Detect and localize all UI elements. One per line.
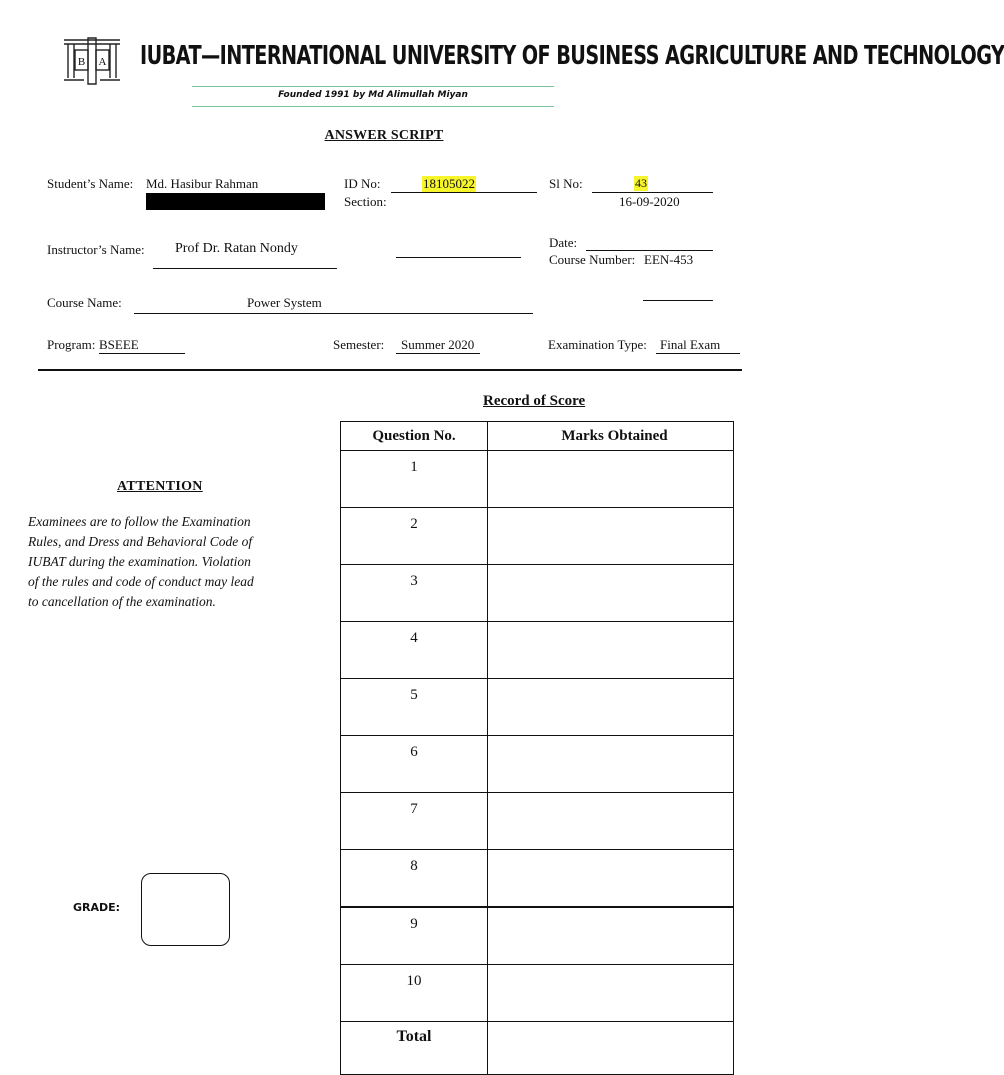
- attention-line: Rules, and Dress and Behavioral Code of: [28, 534, 253, 549]
- program-label: Program:: [47, 337, 96, 352]
- table-row: [341, 793, 734, 850]
- semester-label: Semester:: [333, 337, 385, 352]
- marks-cell[interactable]: [488, 736, 734, 793]
- table-row: [341, 850, 734, 908]
- marks-cell[interactable]: [488, 565, 734, 622]
- total-marks-cell[interactable]: [488, 1022, 734, 1075]
- question-number: 10: [341, 965, 488, 1022]
- course-name-label: Course Name:: [47, 295, 122, 310]
- table-row: [341, 451, 734, 508]
- grade-box: [141, 873, 230, 946]
- id-field: [391, 176, 537, 193]
- marks-cell[interactable]: [488, 451, 734, 508]
- header-divider-top: [192, 86, 554, 87]
- question-number: 8: [341, 850, 488, 908]
- instructor-label: Instructor’s Name:: [47, 242, 145, 257]
- table-row: [341, 965, 734, 1022]
- date-field: [586, 250, 713, 251]
- sl-value: 43: [635, 176, 647, 190]
- student-name-value: Md. Hasibur Rahman: [146, 176, 259, 191]
- question-number: 1: [341, 451, 488, 508]
- semester-field: [396, 337, 480, 354]
- total-label: Total: [341, 1022, 488, 1075]
- id-value: 18105022: [423, 176, 475, 191]
- marks-cell[interactable]: [488, 850, 734, 908]
- score-title: Record of Score: [483, 393, 586, 409]
- attention-line: IUBAT during the examination. Violation: [28, 554, 251, 569]
- question-number: 4: [341, 622, 488, 679]
- score-table: [340, 421, 734, 1075]
- exam-type-field: [656, 337, 740, 354]
- marks-cell[interactable]: [488, 508, 734, 565]
- attention-line: Examinees are to follow the Examination: [28, 514, 251, 529]
- table-row: [341, 508, 734, 565]
- question-number: 3: [341, 565, 488, 622]
- logo-letter-a: A: [98, 56, 107, 68]
- attention-heading: ATTENTION: [117, 479, 203, 494]
- page-title: ANSWER SCRIPT: [324, 128, 444, 143]
- question-column-header: Question No.: [341, 422, 488, 451]
- marks-cell[interactable]: [488, 679, 734, 736]
- question-number: 6: [341, 736, 488, 793]
- student-name-label: Student’s Name:: [47, 176, 134, 191]
- table-header-row: [341, 422, 734, 451]
- university-name: IUBAT—INTERNATIONAL UNIVERSITY OF BUSINESS AGRICULTURE AND TECHNOLOGY: [140, 41, 1004, 71]
- course-name-field: [134, 313, 533, 314]
- date-value: 16-09-2020: [619, 194, 680, 209]
- section-label: Section:: [344, 194, 387, 209]
- instructor-field: [153, 240, 337, 269]
- question-number: 2: [341, 508, 488, 565]
- date-label: Date:: [549, 235, 578, 250]
- marks-column-header: Marks Obtained: [488, 422, 734, 451]
- marks-cell[interactable]: [488, 793, 734, 850]
- table-row: [341, 679, 734, 736]
- table-row: [341, 736, 734, 793]
- exam-type-label: Examination Type:: [548, 337, 647, 352]
- program-field: [99, 337, 185, 354]
- section-divider: [38, 369, 742, 371]
- header-divider-bottom: [192, 106, 554, 107]
- question-number: 7: [341, 793, 488, 850]
- question-number: 9: [341, 907, 488, 965]
- table-row: [341, 622, 734, 679]
- blank-underline-right: [643, 300, 713, 301]
- table-row: [341, 907, 734, 965]
- course-name-value: Power System: [247, 295, 322, 310]
- attention-text: [28, 512, 290, 612]
- redaction-bar: [146, 193, 325, 210]
- marks-cell[interactable]: [488, 907, 734, 965]
- id-label: ID No:: [344, 176, 381, 191]
- course-number-value: EEN-453: [644, 252, 694, 267]
- sl-label: Sl No:: [549, 176, 583, 191]
- marks-cell[interactable]: [488, 622, 734, 679]
- logo-letter-b: B: [77, 56, 86, 68]
- founded-text: Founded 1991 by Md Alimullah Miyan: [278, 90, 468, 100]
- total-row: [341, 1022, 734, 1075]
- attention-line: to cancellation of the examination.: [28, 594, 216, 609]
- exam-type-value: Final Exam: [660, 337, 721, 352]
- program-value: BSEEE: [99, 337, 139, 352]
- marks-cell[interactable]: [488, 965, 734, 1022]
- table-row: [341, 565, 734, 622]
- semester-value: Summer 2020: [401, 337, 475, 352]
- question-number: 5: [341, 679, 488, 736]
- blank-underline: [396, 257, 521, 258]
- instructor-value: Prof Dr. Ratan Nondy: [175, 241, 298, 256]
- attention-line: of the rules and code of conduct may lead: [28, 574, 254, 589]
- iubat-logo-icon: [60, 36, 124, 88]
- sl-field: [592, 176, 713, 193]
- course-number-label: Course Number:: [549, 252, 636, 267]
- grade-label: GRADE:: [73, 901, 121, 914]
